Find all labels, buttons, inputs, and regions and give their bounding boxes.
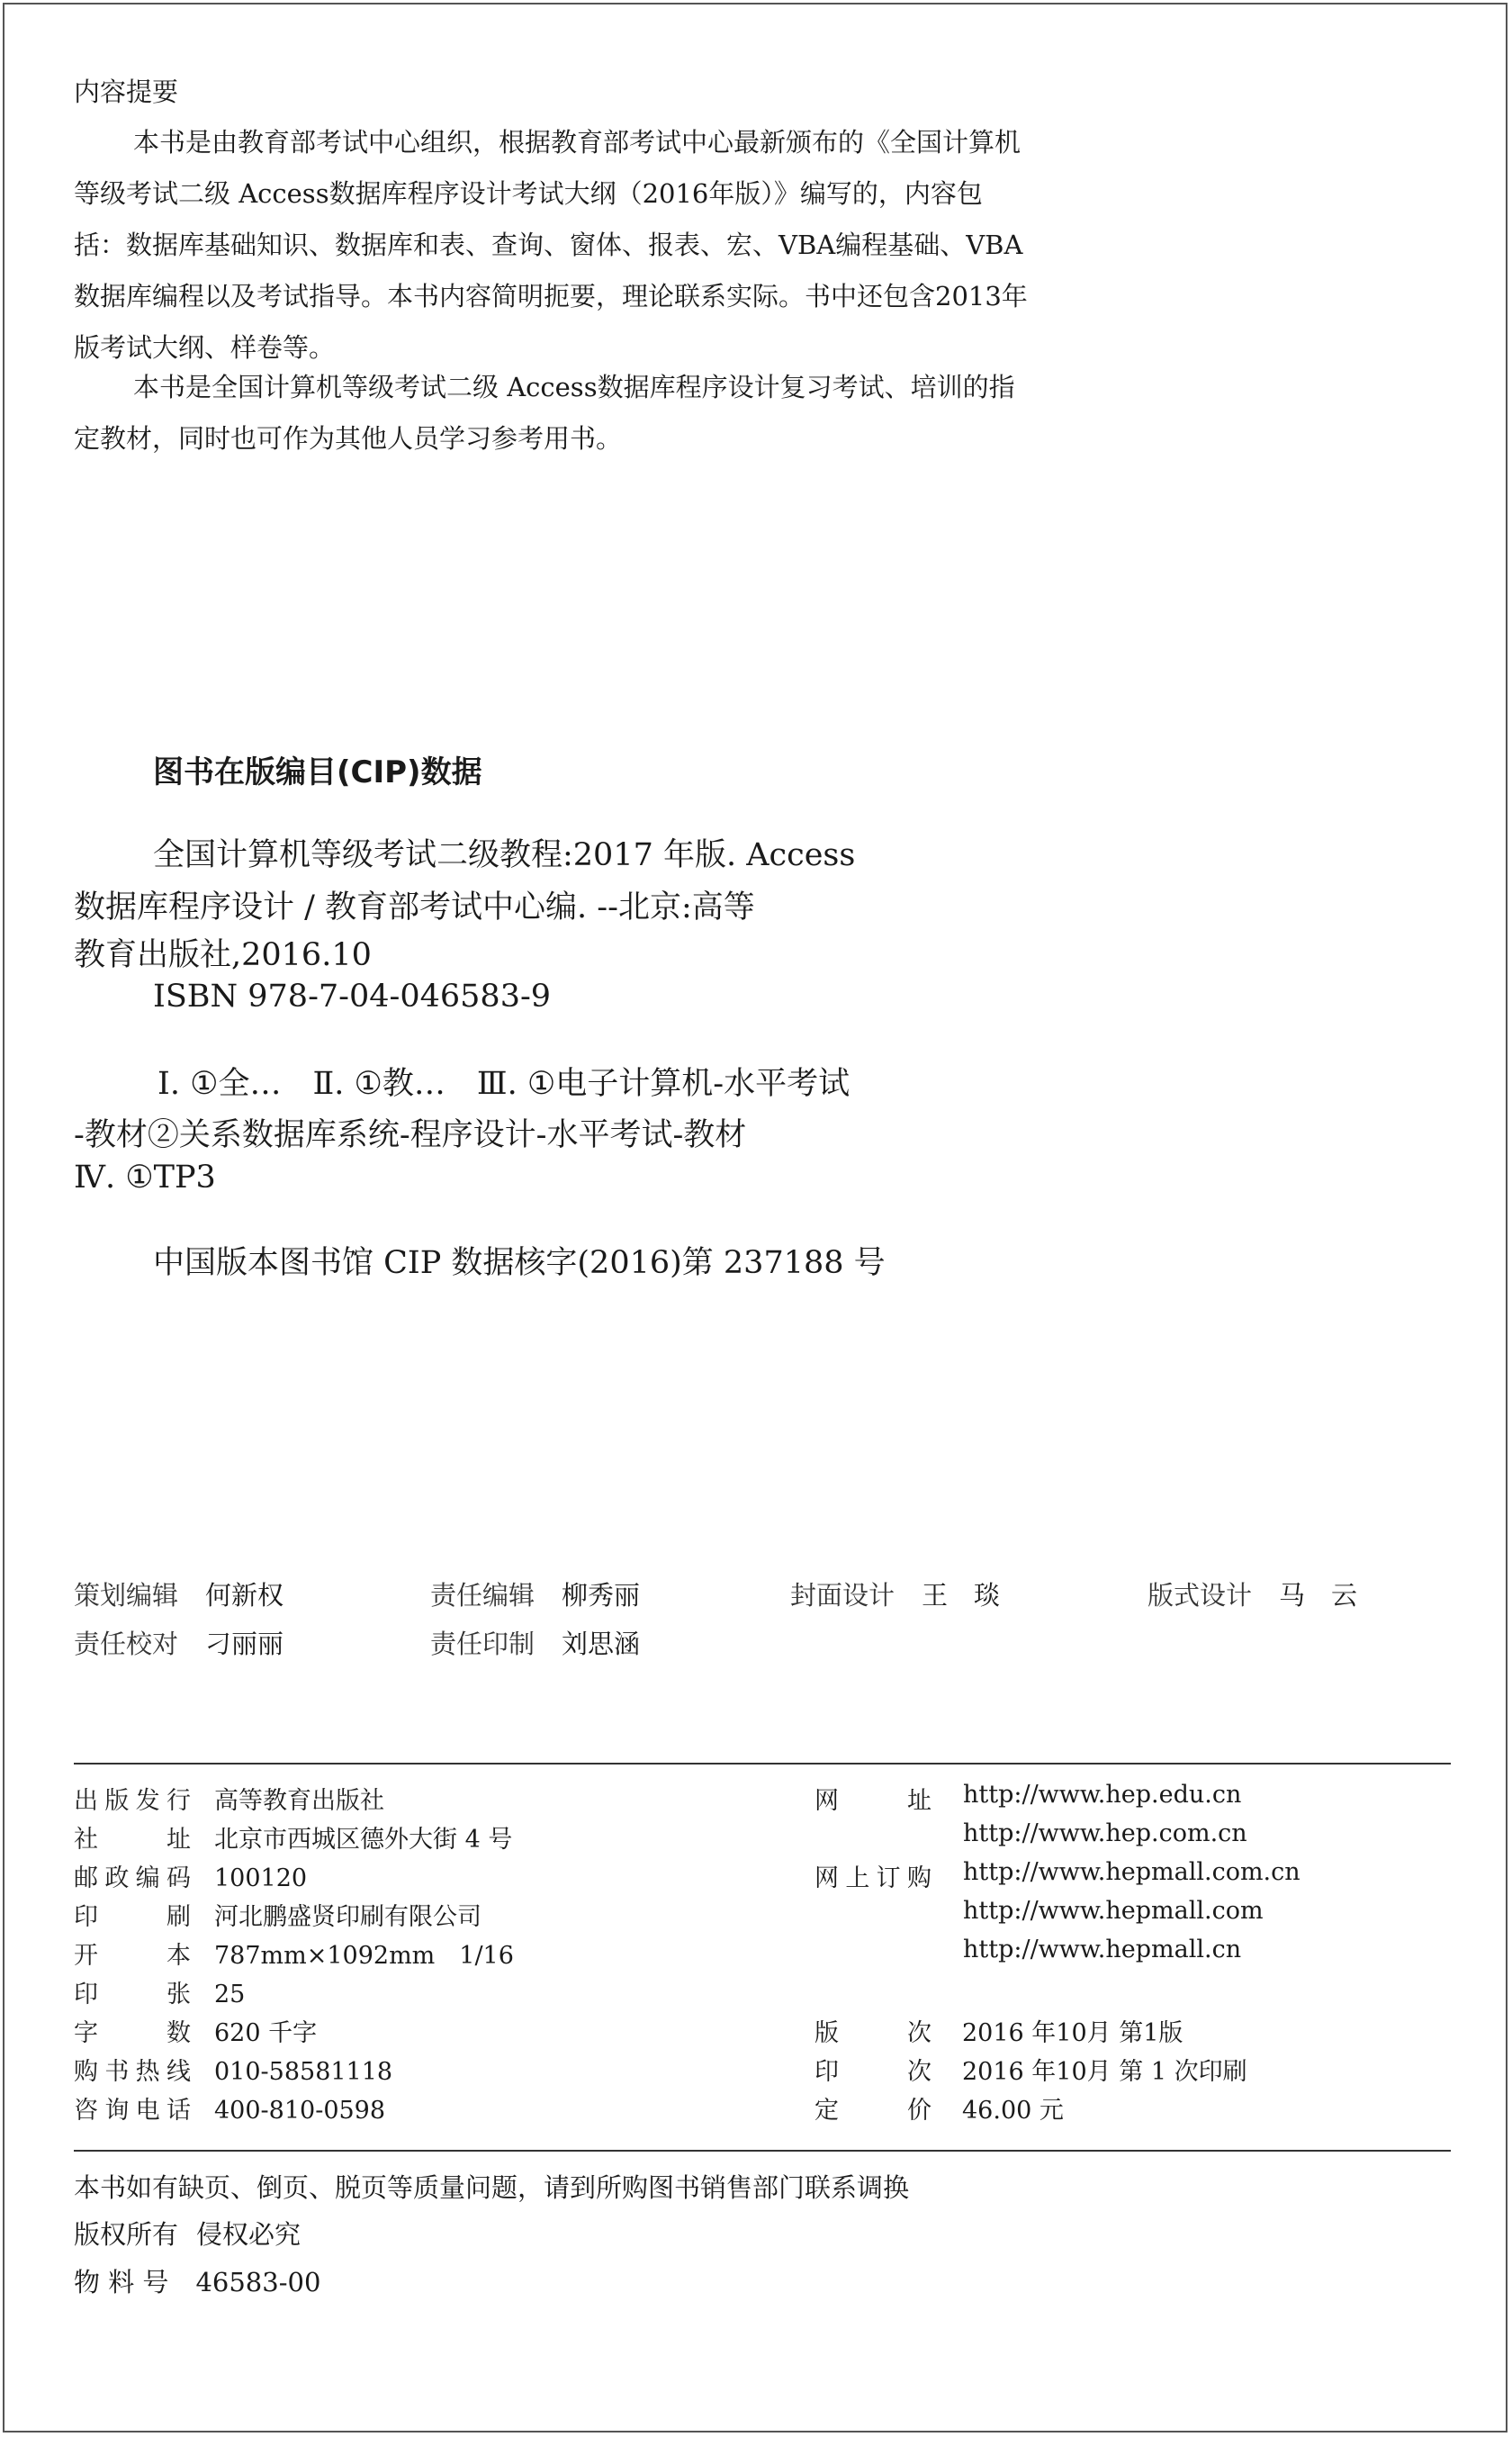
order-label: 网上订购 [814, 1864, 932, 1892]
staff-entry: 责任校对 刁丽丽 [74, 1629, 284, 1659]
order-link[interactable]: http://www.hepmall.cn [963, 1936, 1242, 1963]
edition-row: 版次 2016 年10月 第1版 [814, 2019, 1184, 2047]
rights-row: 版权所有 侵权必究 [74, 2219, 302, 2250]
staff-entry: 封面设计 王 琰 [790, 1580, 1001, 1611]
summary-paragraph-2 [74, 362, 1030, 465]
cip-line: 数据库程序设计 / 教育部考试中心编. --北京:高等 [74, 889, 755, 925]
divider-bottom [74, 2150, 1451, 2152]
cip-heading: 图书在版编目(CIP)数据 [153, 754, 482, 790]
staff-entry: 版式设计 马 云 [1148, 1580, 1358, 1611]
printing-row: 印次 2016 年10月 第 1 次印刷 [814, 2058, 1247, 2086]
summary-heading: 内容提要 [74, 77, 179, 107]
cip-isbn: ISBN 978-7-04-046583-9 [153, 979, 552, 1015]
website-label: 网址 [814, 1787, 932, 1815]
website-link[interactable]: http://www.hep.com.cn [963, 1819, 1247, 1847]
info-row: 邮政编码 100120 [74, 1864, 308, 1892]
quality-notice: 本书如有缺页、倒页、脱页等质量问题，请到所购图书销售部门联系调换 [74, 2172, 910, 2203]
summary-paragraph-1-text: 本书是由教育部考试中心组织，根据教育部考试中心最新颁布的《全国计算机等级考试二级 Access数据库程序设计考试大纲（2016年版）》编写的，内容包括：数据库基础知识、数据库和表、查询、窗体、报表、宏、VBA编程基础、VBA数据库编程以及考试指导。本书内容简明扼要，理论联系实际。书中还包含2013年版考试大纲、样卷等。 [74, 127, 1028, 363]
divider-top [74, 1763, 1451, 1765]
info-row: 购书热线 010-58581118 [74, 2058, 393, 2086]
cip-classification: Ⅰ. ①全… Ⅱ. ①教… Ⅲ. ①电子计算机-水平考试 [158, 1066, 850, 1102]
cip-record-number: 中国版本图书馆 CIP 数据核字(2016)第 237188 号 [153, 1245, 886, 1281]
info-row: 社址 北京市西城区德外大街 4 号 [74, 1826, 513, 1854]
cip-line: 全国计算机等级考试二级教程:2017 年版. Access [153, 837, 856, 873]
info-row: 印张 25 [74, 1981, 246, 2008]
info-row: 印刷 河北鹏盛贤印刷有限公司 [74, 1903, 482, 1931]
staff-entry: 责任编辑 柳秀丽 [430, 1580, 641, 1611]
staff-entry: 责任印制 刘思涵 [430, 1629, 641, 1659]
info-row: 字数 620 千字 [74, 2019, 318, 2047]
info-row: 出版发行 高等教育出版社 [74, 1787, 384, 1815]
cip-classification: -教材②关系数据库系统-程序设计-水平考试-教材 [74, 1117, 747, 1153]
summary-paragraph-2-text: 本书是全国计算机等级考试二级 Access数据库程序设计复习考试、培训的指定教材，同时也可作为其他人员学习参考用书。 [74, 372, 1015, 454]
cip-line: 教育出版社,2016.10 [74, 937, 372, 973]
summary-paragraph-1 [74, 117, 1030, 374]
price-row: 定价 46.00 元 [814, 2097, 1064, 2125]
item-number-row: 物 料 号 46583-00 [74, 2267, 321, 2297]
cip-classification: Ⅳ. ①TP3 [74, 1160, 216, 1196]
website-link[interactable]: http://www.hep.edu.cn [963, 1781, 1242, 1809]
order-link[interactable]: http://www.hepmall.com [963, 1897, 1264, 1925]
info-row: 咨询电话 400-810-0598 [74, 2097, 386, 2125]
info-row: 开本 787mm×1092mm 1/16 [74, 1942, 514, 1970]
order-link[interactable]: http://www.hepmall.com.cn [963, 1858, 1300, 1886]
staff-entry: 策划编辑 何新权 [74, 1580, 284, 1611]
